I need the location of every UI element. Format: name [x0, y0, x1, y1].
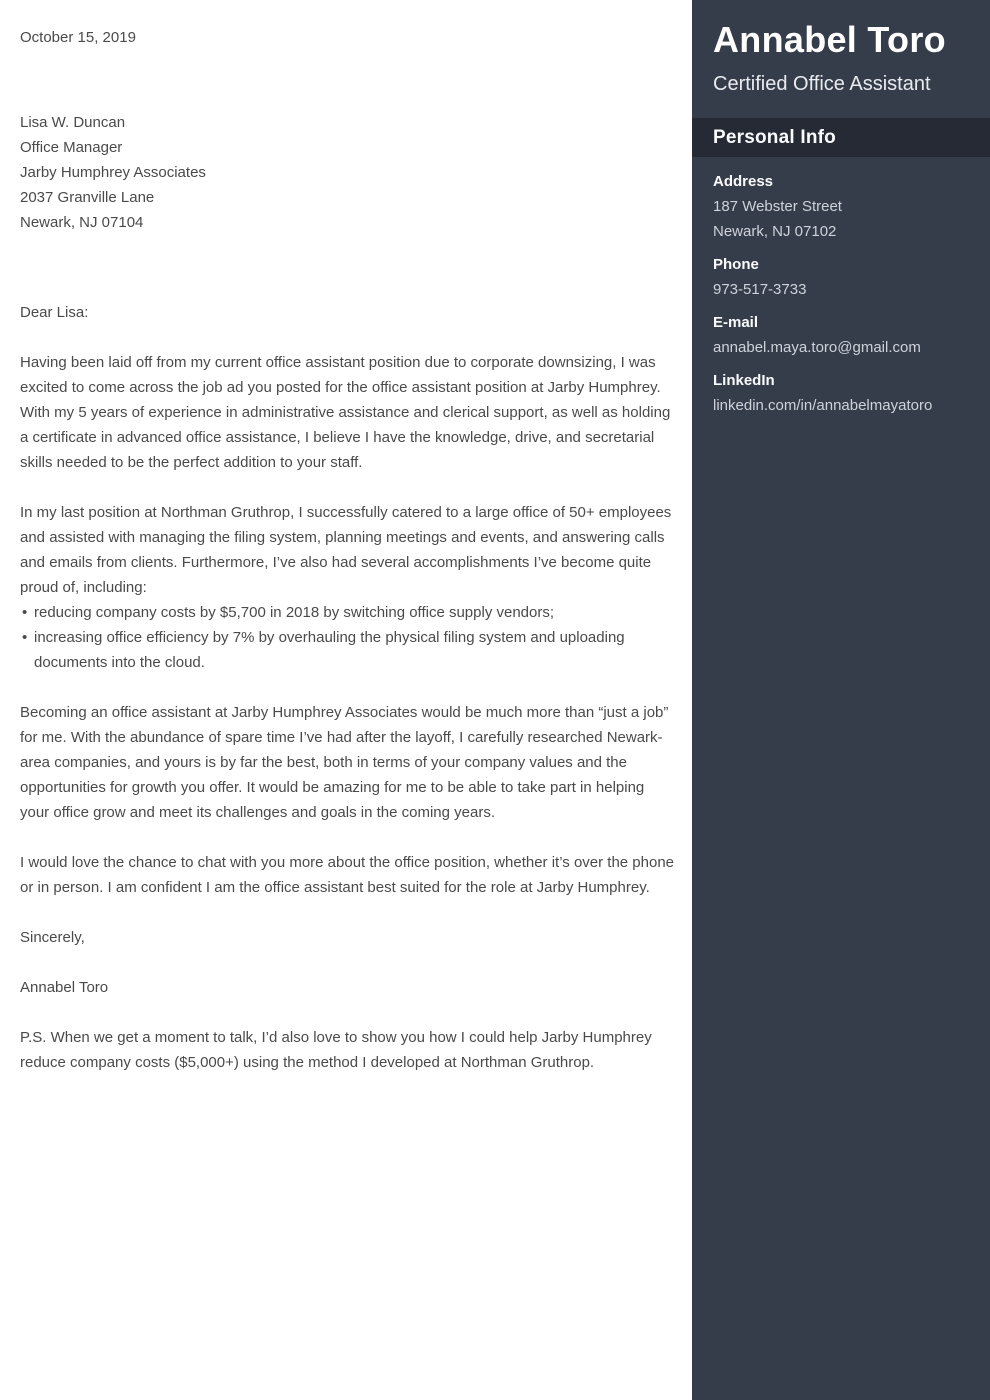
recipient-name: Lisa W. Duncan [20, 114, 126, 131]
linkedin-value: linkedin.com/in/annabelmayatoro [713, 397, 933, 414]
personal-info-section-header [692, 118, 990, 157]
paragraph-motivation: Becoming an office assistant at Jarby Humphrey Associates would be much more than “just a job” for me. With the abundance of spare time I’ve had after the layoff, I carefully researched Newark-area companies, and yours is by far the best, both in terms of your company values and the opportunities for growth you offer. It would be amazing for me to be able to take part in helping your office grow and meet its challenges and goals in the coming years. [20, 704, 669, 821]
personal-info-fields [692, 157, 990, 418]
email-field [713, 310, 970, 360]
candidate-name: Annabel Toro [713, 19, 946, 60]
paragraph-experience: In my last position at Northman Gruthrop, I successfully catered to a large office of 50+ employees and assisted with managing the filing system, planning meetings and events, and answering calls and emails from clients. Furthermore, I’ve also had several accomplishments I’ve become quite proud of, including: [20, 504, 672, 596]
recipient-street: 2037 Granville Lane [20, 189, 155, 206]
letter-date: October 15, 2019 [20, 29, 136, 46]
phone-field [713, 252, 970, 302]
recipient-city: Newark, NJ 07104 [20, 214, 144, 231]
closing: Sincerely, [20, 929, 85, 946]
email-label: E-mail [713, 314, 759, 331]
signature-name: Annabel Toro [20, 979, 109, 996]
paragraph-intro: Having been laid off from my current office assistant position due to corporate downsizing, I was excited to come across the job ad you posted for the office assistant position at Jarby Humphrey. With my 5 years of experience in administrative assistance and clerical support, as well as holding a certificate in advanced office assistance, I believe I have the knowledge, drive, and secretarial skills needed to be the perfect addition to your staff. [20, 354, 671, 471]
paragraph-call-to-action: I would love the chance to chat with you more about the office position, whether it’s over the phone or in person. I am confident I am the office assistant best suited for the role at Jarby Humphrey. [20, 854, 675, 896]
list-item: • increasing office efficiency by 7% by overhauling the physical filing system and uploading documents into the cloud. [20, 625, 675, 675]
recipient-company: Jarby Humphrey Associates [20, 164, 206, 181]
salutation: Dear Lisa: [20, 304, 89, 321]
phone-value: 973-517-3733 [713, 281, 807, 298]
section-title: Personal Info [713, 126, 836, 148]
address-city: Newark, NJ 07102 [713, 223, 837, 240]
accomplishments-list [20, 600, 675, 675]
address-street: 187 Webster Street [713, 198, 842, 215]
list-item: • reducing company costs by $5,700 in 2018 by switching office supply vendors; [20, 600, 675, 625]
recipient-job-title: Office Manager [20, 139, 123, 156]
postscript: P.S. When we get a moment to talk, I’d also love to show you how I could help Jarby Humphrey reduce company costs ($5,000+) using the method I developed at Northman Gruthrop. [20, 1029, 652, 1071]
phone-label: Phone [713, 256, 759, 273]
linkedin-label: LinkedIn [713, 372, 775, 389]
email-value: annabel.maya.toro@gmail.com [713, 339, 921, 356]
sidebar [692, 0, 990, 1400]
candidate-job-title: Certified Office Assistant [713, 73, 931, 95]
address-field [713, 169, 970, 244]
recipient-block [20, 110, 675, 235]
linkedin-field [713, 368, 970, 418]
address-label: Address [713, 173, 774, 190]
